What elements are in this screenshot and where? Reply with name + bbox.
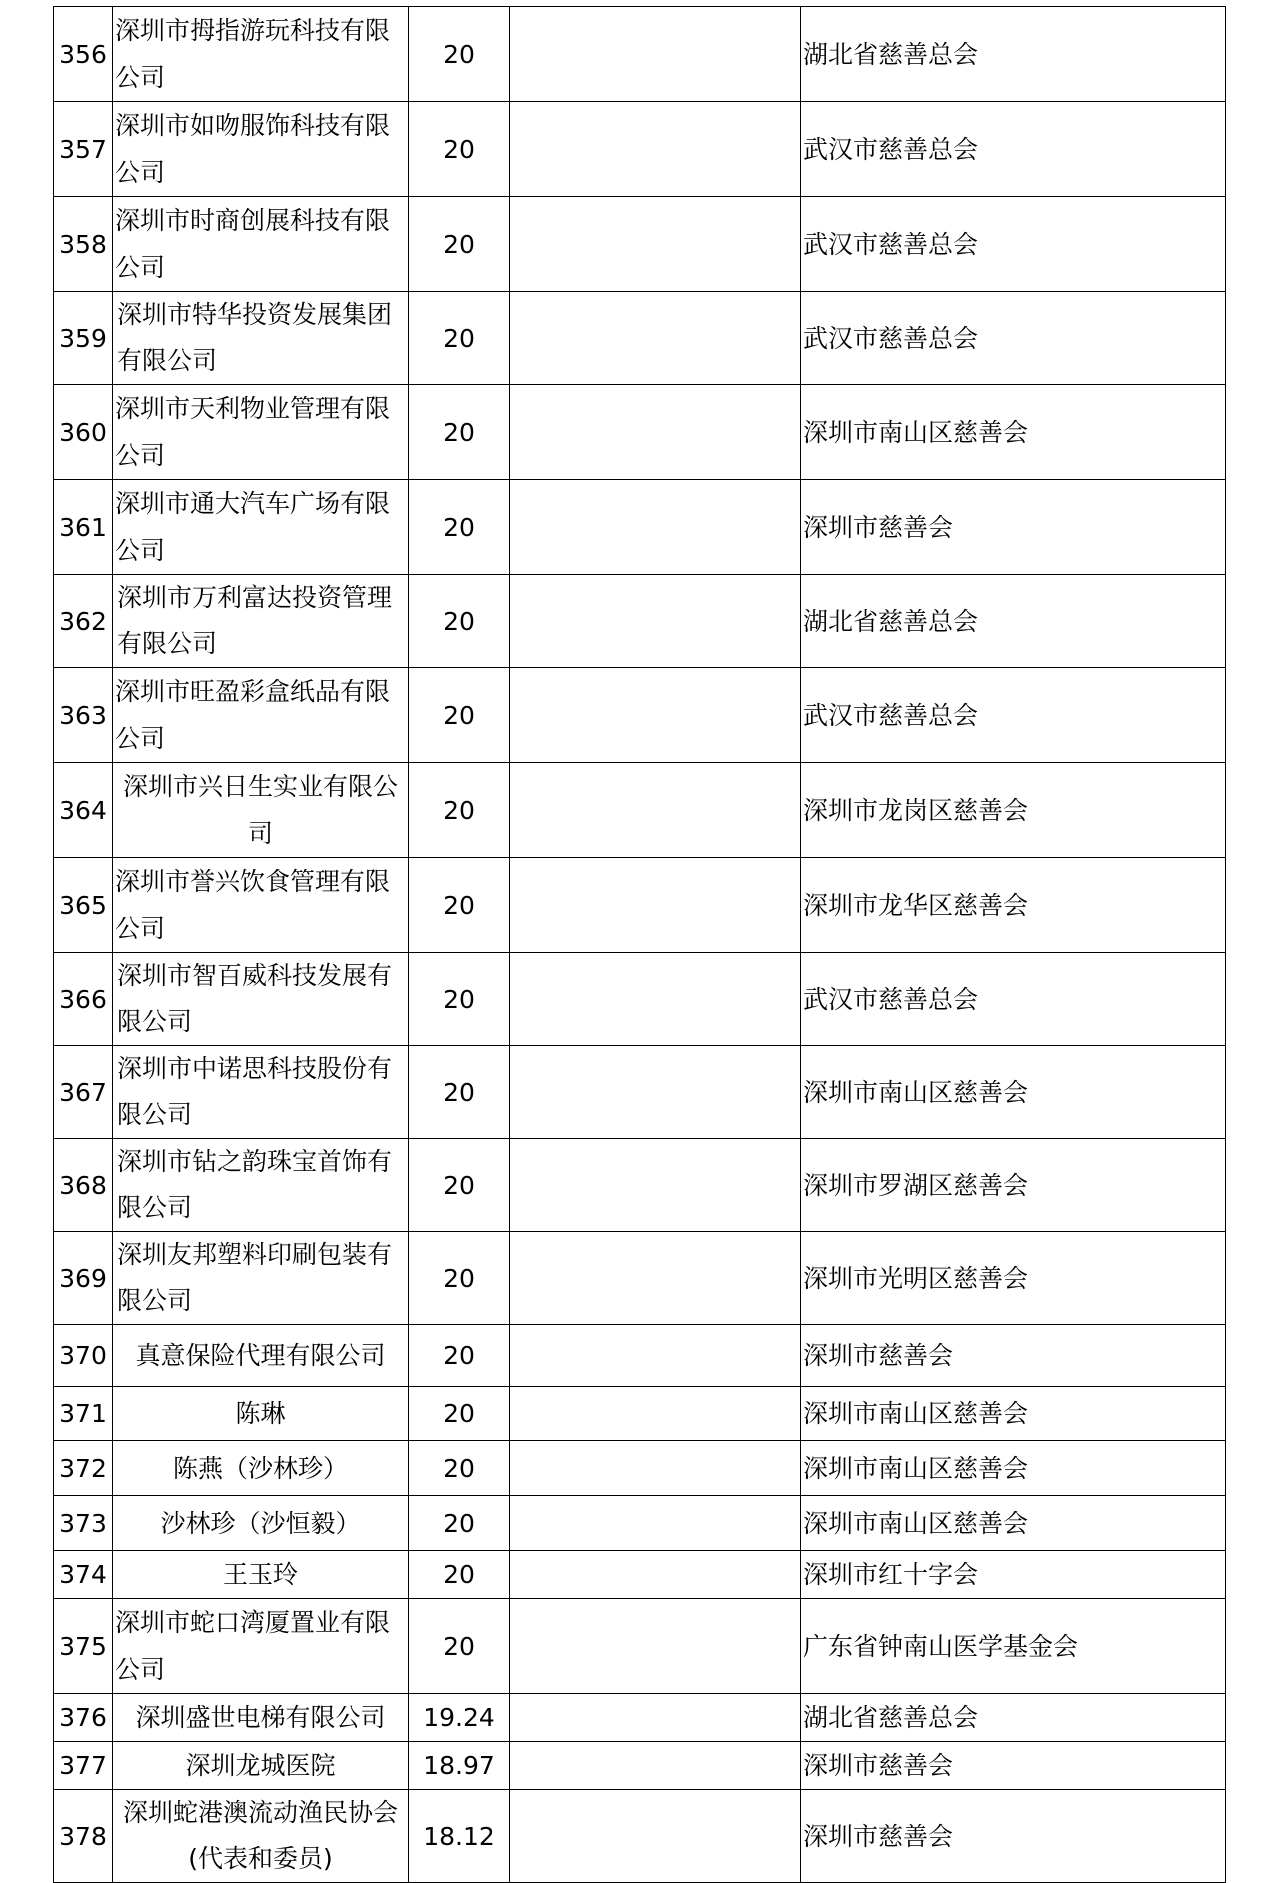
note-cell xyxy=(510,480,801,575)
recipient-organization: 广东省钟南山医学基金会 xyxy=(801,1599,1226,1694)
donation-amount: 19.24 xyxy=(409,1694,510,1742)
donor-name: 深圳市蛇口湾厦置业有限公司 xyxy=(113,1599,409,1694)
row-number: 371 xyxy=(54,1387,113,1441)
row-number: 365 xyxy=(54,858,113,953)
recipient-organization: 湖北省慈善总会 xyxy=(801,575,1226,668)
note-cell xyxy=(510,1790,801,1883)
donor-name: 深圳市兴日生实业有限公司 xyxy=(113,763,409,858)
recipient-organization: 深圳市南山区慈善会 xyxy=(801,385,1226,480)
donation-amount: 20 xyxy=(409,385,510,480)
recipient-organization: 武汉市慈善总会 xyxy=(801,668,1226,763)
donation-amount: 20 xyxy=(409,858,510,953)
row-number: 357 xyxy=(54,102,113,197)
table-row xyxy=(54,1387,1226,1441)
note-cell xyxy=(510,1694,801,1742)
donation-amount: 20 xyxy=(409,1551,510,1599)
table-row xyxy=(54,292,1226,385)
table-row xyxy=(54,953,1226,1046)
note-cell xyxy=(510,385,801,480)
donor-name: 王玉玲 xyxy=(113,1551,409,1599)
donor-name: 陈琳 xyxy=(113,1387,409,1441)
table-row xyxy=(54,1496,1226,1551)
table-row xyxy=(54,1232,1226,1325)
donation-amount: 20 xyxy=(409,953,510,1046)
table-row xyxy=(54,1139,1226,1232)
recipient-organization: 深圳市光明区慈善会 xyxy=(801,1232,1226,1325)
donor-name: 深圳市特华投资发展集团有限公司 xyxy=(113,292,409,385)
table-row xyxy=(54,102,1226,197)
recipient-organization: 武汉市慈善总会 xyxy=(801,953,1226,1046)
donation-amount: 20 xyxy=(409,1232,510,1325)
table-row xyxy=(54,1694,1226,1742)
table-row xyxy=(54,7,1226,102)
donation-table-wrapper xyxy=(53,6,1226,1883)
recipient-organization: 深圳市南山区慈善会 xyxy=(801,1387,1226,1441)
table-row xyxy=(54,1599,1226,1694)
donation-amount: 20 xyxy=(409,668,510,763)
note-cell xyxy=(510,575,801,668)
recipient-organization: 深圳市罗湖区慈善会 xyxy=(801,1139,1226,1232)
row-number: 378 xyxy=(54,1790,113,1883)
recipient-organization: 武汉市慈善总会 xyxy=(801,197,1226,292)
donation-amount: 20 xyxy=(409,1599,510,1694)
table-row xyxy=(54,385,1226,480)
donor-name: 深圳蛇港澳流动渔民协会(代表和委员) xyxy=(113,1790,409,1883)
recipient-organization: 深圳市慈善会 xyxy=(801,1325,1226,1387)
note-cell xyxy=(510,1325,801,1387)
table-row xyxy=(54,1742,1226,1790)
donor-name: 深圳市万利富达投资管理有限公司 xyxy=(113,575,409,668)
donation-amount: 20 xyxy=(409,197,510,292)
donation-amount: 20 xyxy=(409,1387,510,1441)
donation-amount: 20 xyxy=(409,292,510,385)
row-number: 359 xyxy=(54,292,113,385)
row-number: 377 xyxy=(54,1742,113,1790)
table-row xyxy=(54,1551,1226,1599)
row-number: 364 xyxy=(54,763,113,858)
donation-amount: 20 xyxy=(409,575,510,668)
donation-amount: 20 xyxy=(409,102,510,197)
recipient-organization: 武汉市慈善总会 xyxy=(801,292,1226,385)
note-cell xyxy=(510,1551,801,1599)
note-cell xyxy=(510,292,801,385)
row-number: 369 xyxy=(54,1232,113,1325)
donor-name: 深圳市中诺思科技股份有限公司 xyxy=(113,1046,409,1139)
recipient-organization: 深圳市龙岗区慈善会 xyxy=(801,763,1226,858)
donation-amount: 18.97 xyxy=(409,1742,510,1790)
row-number: 356 xyxy=(54,7,113,102)
donor-name: 深圳市旺盈彩盒纸品有限公司 xyxy=(113,668,409,763)
row-number: 361 xyxy=(54,480,113,575)
table-row xyxy=(54,858,1226,953)
recipient-organization: 深圳市红十字会 xyxy=(801,1551,1226,1599)
note-cell xyxy=(510,668,801,763)
recipient-organization: 湖北省慈善总会 xyxy=(801,7,1226,102)
recipient-organization: 武汉市慈善总会 xyxy=(801,102,1226,197)
note-cell xyxy=(510,1496,801,1551)
table-row xyxy=(54,197,1226,292)
note-cell xyxy=(510,1046,801,1139)
note-cell xyxy=(510,1742,801,1790)
table-row xyxy=(54,575,1226,668)
recipient-organization: 湖北省慈善总会 xyxy=(801,1694,1226,1742)
donation-amount: 20 xyxy=(409,763,510,858)
donor-name: 深圳市钻之韵珠宝首饰有限公司 xyxy=(113,1139,409,1232)
donation-amount: 20 xyxy=(409,480,510,575)
note-cell xyxy=(510,953,801,1046)
note-cell xyxy=(510,1232,801,1325)
donor-name: 深圳市如吻服饰科技有限公司 xyxy=(113,102,409,197)
recipient-organization: 深圳市慈善会 xyxy=(801,1790,1226,1883)
donor-name: 深圳龙城医院 xyxy=(113,1742,409,1790)
row-number: 373 xyxy=(54,1496,113,1551)
donation-table xyxy=(53,6,1226,1883)
donor-name: 陈燕（沙林珍） xyxy=(113,1441,409,1496)
donor-name: 深圳市通大汽车广场有限公司 xyxy=(113,480,409,575)
table-row xyxy=(54,1046,1226,1139)
recipient-organization: 深圳市南山区慈善会 xyxy=(801,1496,1226,1551)
note-cell xyxy=(510,102,801,197)
row-number: 366 xyxy=(54,953,113,1046)
donor-name: 深圳市拇指游玩科技有限公司 xyxy=(113,7,409,102)
note-cell xyxy=(510,858,801,953)
donor-name: 真意保险代理有限公司 xyxy=(113,1325,409,1387)
note-cell xyxy=(510,197,801,292)
note-cell xyxy=(510,7,801,102)
donation-amount: 20 xyxy=(409,1441,510,1496)
row-number: 376 xyxy=(54,1694,113,1742)
donor-name: 深圳市时商创展科技有限公司 xyxy=(113,197,409,292)
row-number: 360 xyxy=(54,385,113,480)
table-row xyxy=(54,480,1226,575)
donor-name: 沙林珍（沙恒毅） xyxy=(113,1496,409,1551)
table-row xyxy=(54,763,1226,858)
donation-amount: 20 xyxy=(409,1046,510,1139)
donor-name: 深圳市智百威科技发展有限公司 xyxy=(113,953,409,1046)
row-number: 367 xyxy=(54,1046,113,1139)
recipient-organization: 深圳市龙华区慈善会 xyxy=(801,858,1226,953)
note-cell xyxy=(510,1139,801,1232)
table-row xyxy=(54,1441,1226,1496)
donation-amount: 18.12 xyxy=(409,1790,510,1883)
donor-name: 深圳友邦塑料印刷包装有限公司 xyxy=(113,1232,409,1325)
donation-amount: 20 xyxy=(409,7,510,102)
row-number: 375 xyxy=(54,1599,113,1694)
row-number: 370 xyxy=(54,1325,113,1387)
table-row xyxy=(54,1790,1226,1883)
row-number: 372 xyxy=(54,1441,113,1496)
row-number: 362 xyxy=(54,575,113,668)
note-cell xyxy=(510,1441,801,1496)
table-row xyxy=(54,1325,1226,1387)
recipient-organization: 深圳市南山区慈善会 xyxy=(801,1441,1226,1496)
row-number: 363 xyxy=(54,668,113,763)
recipient-organization: 深圳市慈善会 xyxy=(801,480,1226,575)
donation-amount: 20 xyxy=(409,1139,510,1232)
table-row xyxy=(54,668,1226,763)
donation-amount: 20 xyxy=(409,1325,510,1387)
note-cell xyxy=(510,763,801,858)
donation-amount: 20 xyxy=(409,1496,510,1551)
note-cell xyxy=(510,1599,801,1694)
donor-name: 深圳市誉兴饮食管理有限公司 xyxy=(113,858,409,953)
donor-name: 深圳盛世电梯有限公司 xyxy=(113,1694,409,1742)
note-cell xyxy=(510,1387,801,1441)
donor-name: 深圳市天利物业管理有限公司 xyxy=(113,385,409,480)
recipient-organization: 深圳市慈善会 xyxy=(801,1742,1226,1790)
row-number: 368 xyxy=(54,1139,113,1232)
recipient-organization: 深圳市南山区慈善会 xyxy=(801,1046,1226,1139)
row-number: 374 xyxy=(54,1551,113,1599)
row-number: 358 xyxy=(54,197,113,292)
